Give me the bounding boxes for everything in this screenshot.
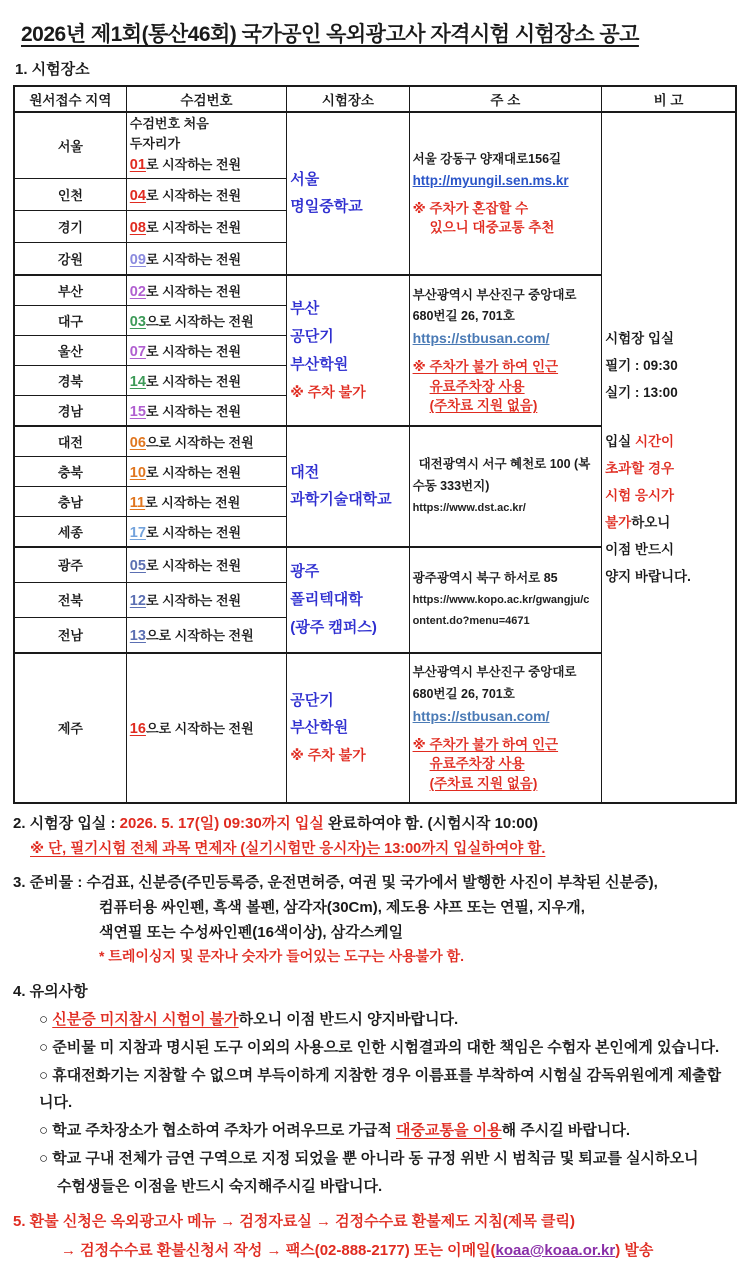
exam-location-table <box>13 85 737 804</box>
section2-entry-time <box>13 813 735 861</box>
remark-line: 필기 : 09:30 <box>605 357 678 373</box>
address-cell-busan <box>409 275 602 426</box>
notice-item: ○ 준비물 미 지참과 명시된 도구 이외의 사용으로 인한 시험결과의 대한 책임은 수험자 본인에게 있습니다. <box>39 1038 720 1056</box>
number-cell <box>126 335 286 365</box>
remark-line: 시험 응시가 <box>605 487 675 503</box>
venue-cell-busan <box>287 275 409 426</box>
myungil-link[interactable]: http://myungil.sen.ms.kr <box>412 172 569 188</box>
region-cell: 대구 <box>14 305 126 335</box>
notice-item-cont: 수험생들은 이점을 반드시 숙지해주시길 바랍니다. <box>57 1177 383 1195</box>
kopo-link[interactable]: ontent.do?menu=4671 <box>412 615 530 628</box>
exam-number: 04 <box>129 187 146 204</box>
number-suffix: 로 시작하는 전원 <box>145 219 242 235</box>
parking-note: ※ 주차가 불가 하여 인근 <box>412 736 559 752</box>
number-cell <box>126 456 286 486</box>
venue-line: 공단기 <box>290 691 334 709</box>
address-cell-seoul <box>409 112 602 275</box>
region-cell: 인천 <box>14 178 126 210</box>
notice-item: ○ 신분증 미지참시 시험이 불가하오니 이점 반드시 양지바랍니다. <box>39 1011 459 1029</box>
number-suffix: 로 시작하는 전원 <box>145 283 242 299</box>
exam-number: 15 <box>129 403 146 420</box>
exam-number: 16 <box>129 721 146 738</box>
section3-line3: 색연필 또는 수성싸인펜(16색이상), 삼각스케일 <box>99 923 404 941</box>
region-cell: 세종 <box>14 516 126 547</box>
region-cell: 충북 <box>14 456 126 486</box>
number-prefix: 두자리가 <box>129 136 181 152</box>
notice-item: ○ 휴대전화기는 지참할 수 없으며 부득이하게 지참한 경우 이름표를 부착하여 시험실 감독위원에게 제출합니다. <box>39 1066 722 1112</box>
exam-number: 02 <box>129 283 146 300</box>
remark-line: 실기 : 13:00 <box>605 384 678 400</box>
venue-line: 광주 <box>290 563 320 581</box>
region-cell: 전남 <box>14 617 126 653</box>
exam-number: 13 <box>129 628 146 645</box>
number-cell <box>126 516 286 547</box>
col-header-address: 주 소 <box>409 86 602 112</box>
number-cell <box>126 617 286 653</box>
number-suffix: 로 시작하는 전원 <box>145 494 241 510</box>
section3-line1: 3. 준비물 : 수검표, 신분증(주민등록증, 운전면허증, 여권 및 국가에서 발행한 사진이 부착된 신분증), <box>13 874 658 891</box>
number-suffix: 로 시작하는 전원 <box>145 157 242 173</box>
venue-line: 과학기술대학교 <box>290 491 392 509</box>
number-suffix: 로 시작하는 전원 <box>145 464 242 480</box>
address-line: 부산광역시 부산진구 중앙대로 <box>412 665 577 680</box>
parking-note: 유료주차장 사용 <box>429 756 525 772</box>
parking-note: 유료주차장 사용 <box>429 378 525 394</box>
venue-cell-jeju <box>287 653 409 803</box>
remark-line: 시험장 입실 <box>605 330 675 346</box>
number-cell <box>126 486 286 516</box>
section3-supplies <box>13 871 735 968</box>
refund-line2: → 검정수수료 환불신청서 작성 → 팩스(02-888-2177) 또는 이메일(koaa@koaa.or.kr) 발송 <box>61 1241 654 1259</box>
number-suffix: 로 시작하는 전원 <box>145 373 242 389</box>
venue-line: 서울 <box>290 170 320 188</box>
remark-line: 불가하오니 <box>605 514 671 530</box>
exam-number: 17 <box>129 524 146 541</box>
number-cell <box>126 178 286 210</box>
number-suffix: 으로 시작하는 전원 <box>145 313 254 329</box>
parking-note: 있으니 대중교통 추천 <box>429 220 555 236</box>
remark-line: 초과할 경우 <box>605 460 675 476</box>
region-cell: 대전 <box>14 426 126 457</box>
email-link[interactable]: koaa@koaa.or.kr <box>495 1241 616 1259</box>
venue-line: (광주 캠퍼스) <box>290 618 377 636</box>
venue-line: 명일중학교 <box>290 198 363 216</box>
number-suffix: 으로 시작하는 전원 <box>145 628 254 644</box>
venue-cell-gwangju <box>287 547 409 653</box>
exam-number: 03 <box>129 313 146 330</box>
region-cell: 전북 <box>14 582 126 617</box>
notice-item: ○ 학교 주차장소가 협소하여 주차가 어려우므로 가급적 대중교통을 이용해 주시길 바랍니다. <box>39 1122 631 1140</box>
number-cell <box>126 395 286 426</box>
region-cell: 경남 <box>14 395 126 426</box>
col-header-note: 비 고 <box>602 86 736 112</box>
exam-number: 14 <box>129 373 146 390</box>
section4-heading: 4. 유의사항 <box>13 983 88 1001</box>
venue-line: 부산학원 <box>290 719 349 737</box>
exam-number: 05 <box>129 558 146 575</box>
number-cell <box>126 547 286 583</box>
parking-note: (주차료 지원 없음) <box>429 775 538 791</box>
number-suffix: 로 시작하는 전원 <box>145 343 242 359</box>
parking-note: ※ 주차 불가 <box>290 747 366 764</box>
section4-notes <box>13 978 735 1200</box>
address-line: 대전광역시 서구 혜천로 100 (복 <box>418 457 591 472</box>
table-header-row <box>14 86 736 112</box>
col-header-venue: 시험장소 <box>287 86 409 112</box>
parking-note: (주차료 지원 없음) <box>429 398 538 414</box>
number-suffix: 로 시작하는 전원 <box>145 251 242 267</box>
region-cell: 경기 <box>14 210 126 242</box>
remark-line: 이점 반드시 <box>605 541 675 557</box>
region-cell: 부산 <box>14 275 126 306</box>
exam-number: 06 <box>129 434 146 451</box>
number-suffix: 로 시작하는 전원 <box>145 403 242 419</box>
region-cell: 제주 <box>14 653 126 803</box>
col-header-region: 원서접수 지역 <box>14 86 126 112</box>
venue-cell-daejeon <box>287 426 409 547</box>
exam-number: 10 <box>129 464 146 481</box>
venue-line: 부산학원 <box>290 355 349 373</box>
address-line: 부산광역시 부산진구 중앙대로 <box>412 287 577 302</box>
number-suffix: 으로 시작하는 전원 <box>145 721 254 737</box>
remark-cell <box>602 112 736 803</box>
address-cell-daejeon <box>409 426 602 547</box>
section5-refund <box>13 1208 735 1265</box>
number-suffix: 로 시작하는 전원 <box>145 524 242 540</box>
exam-number: 01 <box>129 157 146 174</box>
section2-exemption-note: ※ 단, 필기시험 전체 과목 면제자 (실기시험만 응시자)는 13:00까지 입실하여야 함. <box>30 841 546 858</box>
number-cell <box>126 426 286 457</box>
number-suffix: 으로 시작하는 전원 <box>145 434 254 450</box>
exam-number: 11 <box>129 494 146 511</box>
venue-cell-seoul <box>287 112 409 275</box>
page-title: 2026년 제1회(통산46회) 국가공인 옥외광고사 자격시험 시험장소 공고 <box>21 23 639 46</box>
number-suffix: 로 시작하는 전원 <box>145 593 242 609</box>
region-cell: 울산 <box>14 335 126 365</box>
section2-line1: 2. 시험장 입실 : 2026. 5. 17(일) 09:30까지 입실 완료하여야 함. (시험시작 10:00) <box>13 814 538 832</box>
remark-line: 양지 바랍니다. <box>605 568 691 584</box>
address-line: 서울 강동구 양재대로156길 <box>412 151 562 166</box>
exam-number: 09 <box>129 251 146 268</box>
number-cell <box>126 305 286 335</box>
parking-note: ※ 주차가 불가 하여 인근 <box>412 359 559 375</box>
section3-warning: * 트레이싱지 및 문자나 숫자가 들어있는 도구는 사용불가 함. <box>99 948 465 965</box>
parking-note: ※ 주차가 혼잡할 수 <box>412 200 529 216</box>
col-header-number: 수검번호 <box>126 86 286 112</box>
region-cell: 경북 <box>14 365 126 395</box>
region-cell: 충남 <box>14 486 126 516</box>
stbusan-link[interactable]: https://stbusan.com/ <box>412 707 550 724</box>
kopo-link[interactable]: https://www.kopo.ac.kr/gwangju/c <box>412 594 590 607</box>
number-cell <box>126 210 286 242</box>
parking-note: ※ 주차 불가 <box>290 383 366 400</box>
venue-line: 폴리텍대학 <box>290 590 363 608</box>
number-cell <box>126 275 286 306</box>
refund-line1: 5. 환불 신청은 옥외광고사 메뉴 → 검정자료실 → 검정수수료 환불제도 지침(제목 클릭) <box>13 1213 576 1231</box>
number-prefix: 수검번호 처음 <box>129 116 209 131</box>
dst-link[interactable]: https://www.dst.ac.kr/ <box>412 501 526 514</box>
number-cell <box>126 112 286 178</box>
region-cell: 강원 <box>14 242 126 275</box>
remark-line: 입실 시간이 <box>605 433 675 449</box>
number-cell <box>126 653 286 803</box>
number-cell <box>126 582 286 617</box>
section1-heading: 1. 시험장소 <box>15 61 90 78</box>
exam-number: 07 <box>129 343 146 360</box>
number-cell <box>126 242 286 275</box>
address-line: 수동 333번지) <box>412 478 490 493</box>
venue-line: 공단기 <box>290 328 334 346</box>
address-cell-gwangju <box>409 547 602 653</box>
notice-item: ○ 학교 구내 전체가 금연 구역으로 지정 되었을 뿐 아니라 동 규정 위반 시 범칙금 및 퇴교를 실시하오니 수험생들은 이점을 반드시 숙지해주시길 바랍니다. <box>39 1145 735 1201</box>
region-cell: 광주 <box>14 547 126 583</box>
section3-line2: 컴퓨터용 싸인펜, 흑색 볼펜, 삼각자(30Cm), 제도용 샤프 또는 연필, 지우개, <box>99 898 585 916</box>
number-suffix: 로 시작하는 전원 <box>145 558 242 574</box>
address-line: 광주광역시 북구 하서로 85 <box>412 570 558 585</box>
number-suffix: 로 시작하는 전원 <box>145 187 242 203</box>
exam-number: 12 <box>129 593 146 610</box>
exam-number: 08 <box>129 219 146 236</box>
venue-line: 부산 <box>290 300 320 318</box>
address-line: 680번길 26, 701호 <box>412 686 515 701</box>
venue-line: 대전 <box>290 463 320 481</box>
table-row <box>14 112 736 178</box>
address-line: 680번길 26, 701호 <box>412 309 515 323</box>
number-cell <box>126 365 286 395</box>
region-cell: 서울 <box>14 112 126 178</box>
stbusan-link[interactable]: https://stbusan.com/ <box>412 330 550 347</box>
address-cell-jeju <box>409 653 602 803</box>
